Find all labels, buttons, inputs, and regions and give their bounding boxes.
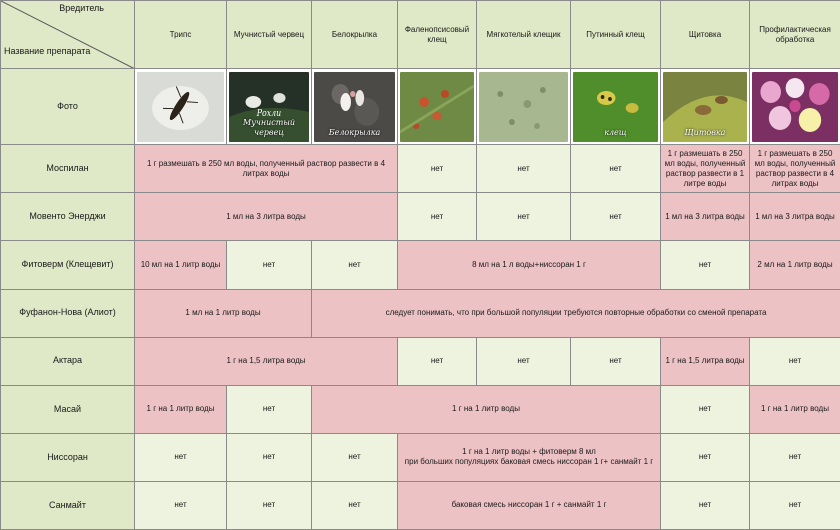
pest-photo-cell (571, 69, 661, 145)
dosage-none-cell: нет (661, 241, 750, 289)
dosage-cell: 1 г на 1,5 литра воды (661, 337, 750, 385)
photo-logo-text: Рохли (256, 107, 282, 118)
drug-name: Санмайт (1, 481, 135, 529)
dosage-none-cell: нет (661, 385, 750, 433)
soft-mite-photo-icon (479, 72, 568, 142)
pest-header: Трипс (135, 1, 227, 69)
dosage-none-cell: нет (571, 337, 661, 385)
dosage-none-cell: нет (750, 433, 840, 481)
dosage-cell: 1 г на 1 литр воды + фитоверм 8 мл при больших популяциях баковая смесь ниссоран 1 г+ санмайт 1 г (398, 433, 661, 481)
pest-header: Мягкотелый клещик (477, 1, 571, 69)
photo-row-label: Фото (1, 69, 135, 145)
dosage-none-cell: нет (398, 337, 477, 385)
dosage-none-cell: нет (398, 145, 477, 193)
dosage-none-cell: нет (571, 145, 661, 193)
dosage-none-cell: нет (477, 145, 571, 193)
header-corner (1, 1, 135, 69)
dosage-none-cell: нет (135, 433, 227, 481)
table-row (1, 337, 840, 385)
table-row (1, 241, 840, 289)
drug-name: Масай (1, 385, 135, 433)
dosage-none-cell: нет (312, 241, 398, 289)
pest-photo-cell (398, 69, 477, 145)
drug-name: Актара (1, 337, 135, 385)
dosage-none-cell: нет (227, 481, 312, 529)
table-row (1, 145, 840, 193)
dosage-none-cell: нет (750, 481, 840, 529)
photo-caption: Мучнистый червец (243, 117, 295, 137)
drug-name: Моспилан (1, 145, 135, 193)
pest-photo-cell (135, 69, 227, 145)
pest-photo-cell (661, 69, 750, 145)
dosage-cell: 1 г на 1,5 литра воды (135, 337, 398, 385)
drug-name: Ниссоран (1, 433, 135, 481)
pest-photo-cell (312, 69, 398, 145)
dosage-cell: 1 г на 1 литр воды (750, 385, 840, 433)
table-row (1, 433, 840, 481)
photo-caption: Белокрылка (328, 127, 381, 137)
dosage-cell: 1 мл на 1 литр воды (135, 289, 312, 337)
spider-mite-photo-icon (573, 72, 658, 142)
dosage-none-cell: нет (571, 193, 661, 241)
dosage-none-cell: нет (135, 481, 227, 529)
pest-header: Щитовка (661, 1, 750, 69)
dosage-cell: баковая смесь ниссоран 1 г + санмайт 1 г (398, 481, 661, 529)
dosage-none-cell: нет (750, 337, 840, 385)
dosage-none-cell: нет (312, 481, 398, 529)
pest-header: Мучнистый червец (227, 1, 312, 69)
pest-header: Фаленопсисовый клещ (398, 1, 477, 69)
phalaenopsis-mite-photo-icon (400, 72, 474, 142)
dosage-cell: 1 г размешать в 250 мл воды, полученный раствор развести в 4 литрах воды (135, 145, 398, 193)
drug-name: Фуфанон-Нова (Алиот) (1, 289, 135, 337)
table-row (1, 385, 840, 433)
dosage-cell: 1 г на 1 литр воды (135, 385, 227, 433)
dosage-cell: следует понимать, что при большой популяции требуются повторные обработки со сменой препарата (312, 289, 840, 337)
dosage-none-cell: нет (398, 193, 477, 241)
dosage-none-cell: нет (477, 193, 571, 241)
corner-drug-label: Название препарата (4, 45, 91, 56)
photo-caption: Щитовка (684, 127, 726, 137)
scale-insect-photo-icon (663, 72, 747, 142)
dosage-none-cell: нет (227, 385, 312, 433)
photo-caption: клещ (604, 127, 627, 137)
dosage-cell: 2 мл на 1 литр воды (750, 241, 840, 289)
dosage-none-cell: нет (661, 481, 750, 529)
dosage-cell: 1 г размешать в 250 мл воды, полученный раствор развести в 4 литрах воды (750, 145, 840, 193)
drug-name: Фитоверм (Клещевит) (1, 241, 135, 289)
whitefly-photo-icon (314, 72, 395, 142)
corner-pest-label: Вредитель (59, 3, 104, 13)
dosage-cell: 1 мл на 3 литра воды (661, 193, 750, 241)
dosage-none-cell: нет (477, 337, 571, 385)
orchids-photo-icon (752, 72, 838, 142)
pest-photo-cell (477, 69, 571, 145)
mealybug-photo-icon (229, 72, 309, 142)
dosage-none-cell: нет (227, 241, 312, 289)
pest-header: Путинный клещ (571, 1, 661, 69)
table-row (1, 193, 840, 241)
dosage-cell: 1 мл на 3 литра воды (750, 193, 840, 241)
dosage-none-cell: нет (227, 433, 312, 481)
table-row (1, 481, 840, 529)
dosage-cell: 8 мл на 1 л воды+ниссоран 1 г (398, 241, 661, 289)
pest-photo-cell (750, 69, 840, 145)
pest-photo-cell (227, 69, 312, 145)
pest-header: Белокрылка (312, 1, 398, 69)
thrips-photo-icon (137, 72, 224, 142)
dosage-cell: 10 мл на 1 литр воды (135, 241, 227, 289)
pest-header: Профилактическая обработка (750, 1, 840, 69)
table-row (1, 289, 840, 337)
dosage-cell: 1 г на 1 литр воды (312, 385, 661, 433)
dosage-cell: 1 мл на 3 литра воды (135, 193, 398, 241)
drug-name: Мовенто Энерджи (1, 193, 135, 241)
dosage-none-cell: нет (312, 433, 398, 481)
dosage-none-cell: нет (661, 433, 750, 481)
dosage-cell: 1 г размешать в 250 мл воды, полученный раствор развести в 1 литре воды (661, 145, 750, 193)
